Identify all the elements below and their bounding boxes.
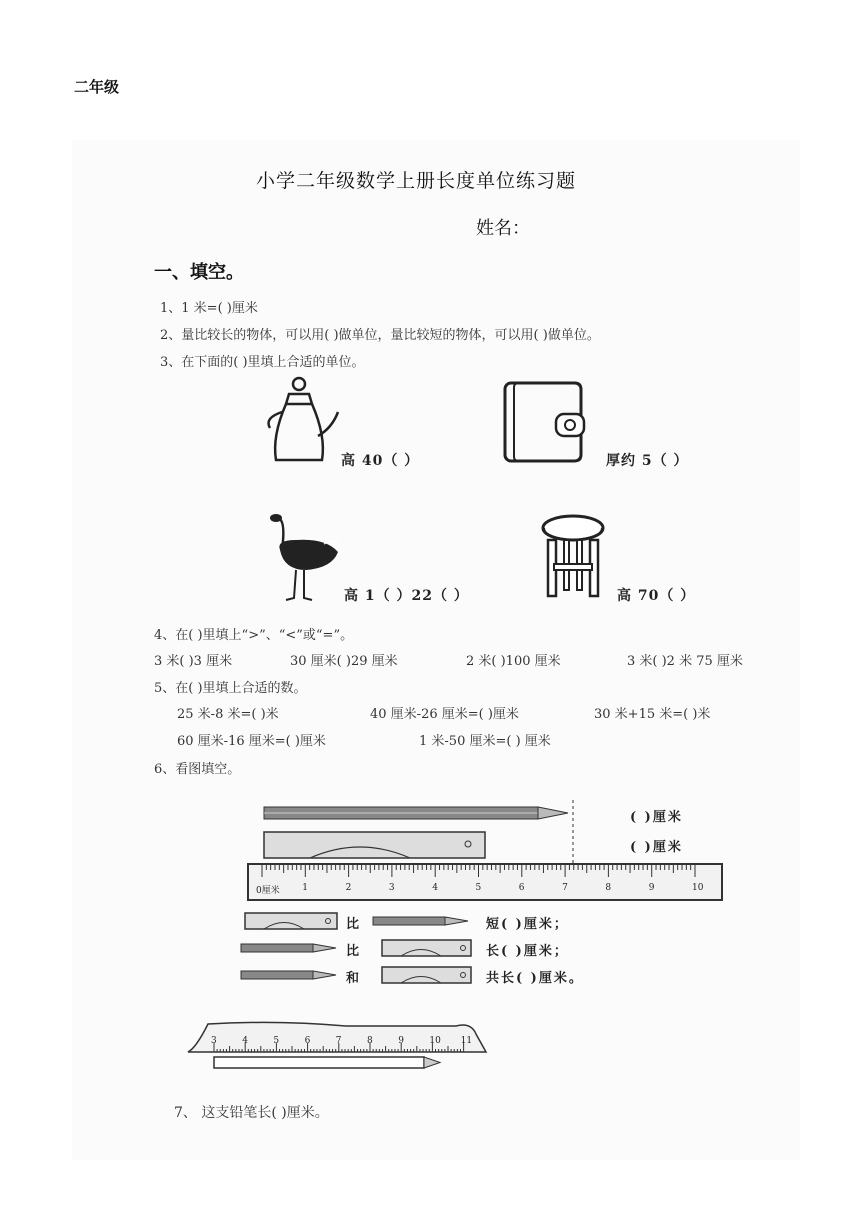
q5-item: 60 厘米-16 厘米=( )厘米 bbox=[177, 734, 326, 749]
compare-result: 共长( )厘米。 bbox=[486, 971, 584, 986]
ruler2-tick-label: 8 bbox=[367, 1036, 373, 1046]
compare-pencil-icon bbox=[240, 942, 340, 954]
ruler-tick-label: 2 bbox=[345, 883, 352, 893]
ruler-tick-label: 1 bbox=[302, 883, 309, 893]
stool-label: 高 70（ ） bbox=[617, 588, 696, 604]
q5-item: 1 米-50 厘米=( ) 厘米 bbox=[419, 734, 551, 749]
question-3: 3、在下面的( )里填上合适的单位。 bbox=[160, 355, 365, 370]
ostrich-icon bbox=[266, 510, 342, 602]
ruler2-tick-label: 6 bbox=[304, 1036, 311, 1046]
ruler2-tick-label: 4 bbox=[242, 1036, 248, 1046]
q4-item: 3 米( )2 米 75 厘米 bbox=[627, 654, 743, 669]
grade-heading: 二年级 bbox=[74, 78, 120, 96]
kettle-label: 高 40（ ） bbox=[341, 453, 420, 469]
q5-item: 40 厘米-26 厘米=( )厘米 bbox=[370, 707, 519, 722]
ruler2-tick-label: 9 bbox=[398, 1036, 404, 1046]
q5-item: 30 米+15 米=( )米 bbox=[594, 707, 711, 722]
ruler2-tick-label: 10 bbox=[429, 1036, 441, 1046]
compare-result: 短( )厘米； bbox=[486, 917, 569, 932]
ruler2-tick-label: 5 bbox=[273, 1036, 280, 1046]
ruler-length-blank: ( )厘米 bbox=[630, 840, 683, 855]
kettle-icon bbox=[262, 376, 342, 466]
ruler-tick-label: 4 bbox=[432, 883, 438, 893]
ruler-tick-label: 6 bbox=[518, 883, 525, 893]
compare-ruler-icon bbox=[381, 966, 473, 984]
compare-pencil-icon bbox=[240, 969, 340, 981]
pencil-length-blank: ( )厘米 bbox=[630, 810, 683, 825]
q4-item: 30 厘米( )29 厘米 bbox=[290, 654, 398, 669]
compare-pencil-icon bbox=[372, 915, 472, 927]
stool-icon bbox=[540, 510, 606, 600]
ruler-tick-label: 8 bbox=[605, 883, 612, 893]
wallet-label: 厚约 5（ ） bbox=[606, 453, 689, 469]
compare-ruler-icon bbox=[381, 939, 473, 957]
section-heading: 一、填空。 bbox=[154, 262, 244, 283]
compare-word: 和 bbox=[346, 971, 362, 986]
compare-ruler-icon bbox=[244, 912, 339, 930]
ruler-tick-label: 5 bbox=[475, 883, 482, 893]
ruler-tick-label: 7 bbox=[562, 883, 568, 893]
ruler-unit-label: 0厘米 bbox=[256, 886, 280, 896]
q5-item: 25 米-8 米=( )米 bbox=[177, 707, 279, 722]
question-7: 7、 这支铅笔长( )厘米。 bbox=[174, 1105, 329, 1121]
question-6: 6、看图填空。 bbox=[154, 762, 241, 777]
wallet-icon bbox=[502, 380, 588, 464]
ruler2-tick-label: 3 bbox=[211, 1036, 217, 1046]
q4-item: 3 米( )3 厘米 bbox=[154, 654, 233, 669]
question-2: 2、量比较长的物体，可以用( )做单位，量比较短的物体，可以用( )做单位。 bbox=[160, 328, 600, 343]
ruler-tick-label: 10 bbox=[692, 883, 704, 893]
compare-word: 比 bbox=[346, 944, 362, 959]
ruler2-tick-label: 7 bbox=[335, 1036, 342, 1046]
question-1: 1、1 米=( )厘米 bbox=[160, 301, 258, 316]
q7-figure bbox=[186, 1020, 496, 1074]
ruler-tick-label: 9 bbox=[648, 883, 655, 893]
ruler2-tick-label: 11 bbox=[460, 1036, 473, 1046]
worksheet-title: 小学二年级数学上册长度单位练习题 bbox=[256, 170, 577, 192]
question-5: 5、在( )里填上合适的数。 bbox=[154, 681, 307, 696]
q4-item: 2 米( )100 厘米 bbox=[466, 654, 561, 669]
question-4: 4、在( )里填上“>”、“<”或“=”。 bbox=[154, 628, 354, 643]
name-label: 姓名： bbox=[476, 218, 530, 239]
ruler-tick-label: 3 bbox=[388, 883, 395, 893]
compare-word: 比 bbox=[346, 917, 362, 932]
ostrich-label: 高 1（ ）22（ ） bbox=[344, 588, 469, 604]
compare-result: 长( )厘米； bbox=[486, 944, 569, 959]
